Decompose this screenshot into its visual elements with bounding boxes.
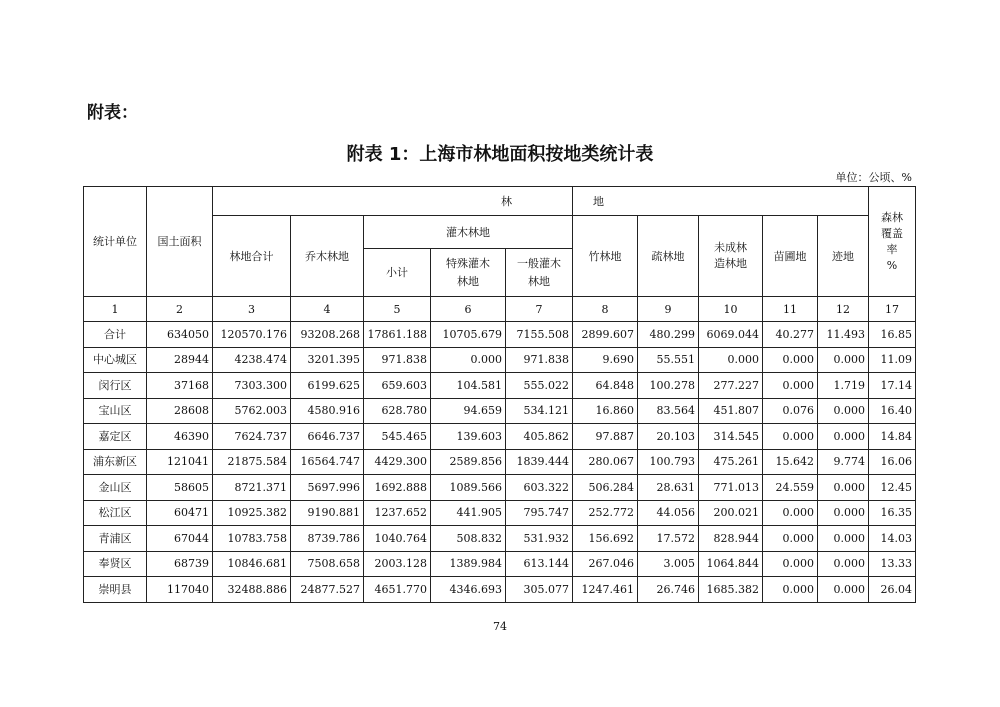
table-cell: 9190.881 — [291, 500, 364, 526]
table-cell: 15.642 — [763, 449, 818, 475]
table-cell: 277.227 — [699, 373, 763, 399]
table-cell: 971.838 — [364, 347, 431, 373]
table-cell: 0.000 — [818, 500, 869, 526]
forest-area-table — [83, 186, 916, 603]
table-cell: 100.278 — [638, 373, 699, 399]
header-shrub-subtotal: 小计 — [364, 249, 431, 297]
table-cell: 771.013 — [699, 475, 763, 501]
row-label: 松江区 — [84, 500, 147, 526]
header-land-area: 国土面积 — [147, 187, 213, 297]
table-cell: 40.277 — [763, 322, 818, 348]
table-cell: 1839.444 — [506, 449, 573, 475]
table-cell: 200.021 — [699, 500, 763, 526]
header-coverage-unit: % — [886, 258, 898, 272]
table-cell: 93208.268 — [291, 322, 364, 348]
table-cell: 531.932 — [506, 526, 573, 552]
table-cell: 1685.382 — [699, 577, 763, 603]
table-cell: 5762.003 — [213, 398, 291, 424]
table-cell: 545.465 — [364, 424, 431, 450]
table-cell: 26.04 — [869, 577, 916, 603]
table-cell: 26.746 — [638, 577, 699, 603]
table-cell: 8721.371 — [213, 475, 291, 501]
column-index-cell: 9 — [638, 297, 699, 322]
table-cell: 16.860 — [573, 398, 638, 424]
table-body — [84, 297, 916, 603]
column-index-cell: 7 — [506, 297, 573, 322]
table-cell: 10846.681 — [213, 551, 291, 577]
table-cell: 14.03 — [869, 526, 916, 552]
column-index-cell: 2 — [147, 297, 213, 322]
table-cell: 6069.044 — [699, 322, 763, 348]
table-cell: 634050 — [147, 322, 213, 348]
table-cell: 0.000 — [699, 347, 763, 373]
table-cell: 1040.764 — [364, 526, 431, 552]
table-cell: 613.144 — [506, 551, 573, 577]
row-label: 合计 — [84, 322, 147, 348]
header-bamboo: 竹林地 — [573, 216, 638, 297]
row-label: 闵行区 — [84, 373, 147, 399]
table-cell: 9.774 — [818, 449, 869, 475]
table-cell: 0.000 — [763, 424, 818, 450]
table-cell: 97.887 — [573, 424, 638, 450]
table-cell: 9.690 — [573, 347, 638, 373]
table-cell: 10925.382 — [213, 500, 291, 526]
table-cell: 4238.474 — [213, 347, 291, 373]
table-cell: 139.603 — [431, 424, 506, 450]
table-cell: 451.807 — [699, 398, 763, 424]
table-cell: 6646.737 — [291, 424, 364, 450]
table-cell: 17.14 — [869, 373, 916, 399]
table-cell: 7303.300 — [213, 373, 291, 399]
table-cell: 94.659 — [431, 398, 506, 424]
table-cell: 6199.625 — [291, 373, 364, 399]
header-unformed — [699, 216, 763, 297]
table-cell: 795.747 — [506, 500, 573, 526]
table-row — [84, 449, 916, 475]
row-label: 中心城区 — [84, 347, 147, 373]
table-row — [84, 577, 916, 603]
header-arbor: 乔木林地 — [291, 216, 364, 297]
table-cell: 508.832 — [431, 526, 506, 552]
table-cell: 405.862 — [506, 424, 573, 450]
table-cell: 0.000 — [818, 526, 869, 552]
table-cell: 0.000 — [763, 577, 818, 603]
table-cell: 16.35 — [869, 500, 916, 526]
header-shrub-special — [431, 249, 506, 297]
table-title: 附表 1：上海市林地面积按地类统计表 — [346, 144, 654, 165]
header-trace: 迹地 — [818, 216, 869, 297]
table-cell: 2589.856 — [431, 449, 506, 475]
table-cell: 16.40 — [869, 398, 916, 424]
table-cell: 280.067 — [573, 449, 638, 475]
table-cell: 828.944 — [699, 526, 763, 552]
table-cell: 16564.747 — [291, 449, 364, 475]
table-cell: 4429.300 — [364, 449, 431, 475]
column-index-row — [84, 297, 916, 322]
table-cell: 1237.652 — [364, 500, 431, 526]
table-cell: 16.06 — [869, 449, 916, 475]
table-cell: 0.000 — [818, 551, 869, 577]
table-cell: 314.545 — [699, 424, 763, 450]
table-cell: 4346.693 — [431, 577, 506, 603]
table-cell: 659.603 — [364, 373, 431, 399]
header-shrub-special-label: 特殊灌木林地 — [446, 256, 490, 288]
table-cell: 1064.844 — [699, 551, 763, 577]
column-index-cell: 4 — [291, 297, 364, 322]
row-label: 奉贤区 — [84, 551, 147, 577]
table-cell: 17.572 — [638, 526, 699, 552]
row-label: 崇明县 — [84, 577, 147, 603]
table-cell: 0.000 — [763, 347, 818, 373]
table-cell: 0.000 — [818, 424, 869, 450]
table-cell: 7155.508 — [506, 322, 573, 348]
table-cell: 46390 — [147, 424, 213, 450]
header-nursery: 苗圃地 — [763, 216, 818, 297]
table-cell: 117040 — [147, 577, 213, 603]
table-cell: 14.84 — [869, 424, 916, 450]
table-cell: 83.564 — [638, 398, 699, 424]
table-cell: 28.631 — [638, 475, 699, 501]
column-index-cell: 12 — [818, 297, 869, 322]
table-cell: 100.793 — [638, 449, 699, 475]
table-cell: 628.780 — [364, 398, 431, 424]
table-cell: 68739 — [147, 551, 213, 577]
column-index-cell: 6 — [431, 297, 506, 322]
unit-label: 单位：公顷、% — [835, 171, 912, 184]
table-row — [84, 373, 916, 399]
header-forest-total: 林地合计 — [213, 216, 291, 297]
table-cell: 5697.996 — [291, 475, 364, 501]
table-cell: 0.000 — [431, 347, 506, 373]
table-cell: 603.322 — [506, 475, 573, 501]
column-index-cell: 17 — [869, 297, 916, 322]
table-cell: 480.299 — [638, 322, 699, 348]
table-row — [84, 475, 916, 501]
table-cell: 37168 — [147, 373, 213, 399]
table-cell: 475.261 — [699, 449, 763, 475]
table-cell: 1.719 — [818, 373, 869, 399]
table-cell: 58605 — [147, 475, 213, 501]
header-unformed-label: 未成林造林地 — [714, 241, 747, 270]
table-row — [84, 551, 916, 577]
header-forest-right: 地 — [573, 187, 869, 216]
header-coverage-label: 森林覆盖率 — [881, 210, 903, 256]
column-index-cell: 8 — [573, 297, 638, 322]
table-cell: 17861.188 — [364, 322, 431, 348]
table-cell: 24877.527 — [291, 577, 364, 603]
section-label: 附表： — [87, 103, 138, 123]
table-cell: 0.000 — [818, 398, 869, 424]
table-cell: 28608 — [147, 398, 213, 424]
table-cell: 305.077 — [506, 577, 573, 603]
table-cell: 121041 — [147, 449, 213, 475]
row-label: 宝山区 — [84, 398, 147, 424]
table-cell: 1692.888 — [364, 475, 431, 501]
table-cell: 60471 — [147, 500, 213, 526]
page-number: 74 — [493, 620, 507, 633]
table-row — [84, 526, 916, 552]
table-cell: 0.000 — [763, 500, 818, 526]
table-cell: 2899.607 — [573, 322, 638, 348]
table-cell: 64.848 — [573, 373, 638, 399]
column-index-cell: 11 — [763, 297, 818, 322]
row-label: 嘉定区 — [84, 424, 147, 450]
table-cell: 0.000 — [818, 475, 869, 501]
table-cell: 12.45 — [869, 475, 916, 501]
header-forest-left: 林 — [213, 187, 573, 216]
table-cell: 1389.984 — [431, 551, 506, 577]
header-unit: 统计单位 — [84, 187, 147, 297]
table-cell: 267.046 — [573, 551, 638, 577]
table-row — [84, 322, 916, 348]
row-label: 青浦区 — [84, 526, 147, 552]
header-shrub-general-label: 一般灌木林地 — [517, 256, 561, 288]
table-row — [84, 398, 916, 424]
table-cell: 971.838 — [506, 347, 573, 373]
table-cell: 534.121 — [506, 398, 573, 424]
table-cell: 1089.566 — [431, 475, 506, 501]
table-cell: 0.000 — [818, 577, 869, 603]
table-cell: 104.581 — [431, 373, 506, 399]
column-index-cell: 3 — [213, 297, 291, 322]
table-cell: 24.559 — [763, 475, 818, 501]
table-cell: 3.005 — [638, 551, 699, 577]
table-cell: 506.284 — [573, 475, 638, 501]
table-cell: 0.000 — [763, 551, 818, 577]
table-cell: 8739.786 — [291, 526, 364, 552]
table-cell: 20.103 — [638, 424, 699, 450]
table-row — [84, 424, 916, 450]
table-cell: 3201.395 — [291, 347, 364, 373]
table-cell: 11.09 — [869, 347, 916, 373]
table-cell: 16.85 — [869, 322, 916, 348]
table-cell: 4651.770 — [364, 577, 431, 603]
table-cell: 120570.176 — [213, 322, 291, 348]
table-cell: 0.000 — [763, 373, 818, 399]
table-cell: 7508.658 — [291, 551, 364, 577]
table-cell: 55.551 — [638, 347, 699, 373]
table-cell: 1247.461 — [573, 577, 638, 603]
table-row — [84, 347, 916, 373]
table-cell: 28944 — [147, 347, 213, 373]
column-index-cell: 10 — [699, 297, 763, 322]
table-cell: 21875.584 — [213, 449, 291, 475]
header-row-1 — [84, 187, 916, 216]
column-index-cell: 5 — [364, 297, 431, 322]
table-row — [84, 500, 916, 526]
table-cell: 0.076 — [763, 398, 818, 424]
table-cell: 0.000 — [763, 526, 818, 552]
table-cell: 10705.679 — [431, 322, 506, 348]
table-cell: 7624.737 — [213, 424, 291, 450]
table-cell: 13.33 — [869, 551, 916, 577]
table-cell: 4580.916 — [291, 398, 364, 424]
table-cell: 252.772 — [573, 500, 638, 526]
table-cell: 44.056 — [638, 500, 699, 526]
header-shrub: 灌木林地 — [364, 216, 573, 249]
table-cell: 11.493 — [818, 322, 869, 348]
header-sparse: 疏林地 — [638, 216, 699, 297]
header-shrub-general — [506, 249, 573, 297]
table-cell: 67044 — [147, 526, 213, 552]
table-cell: 156.692 — [573, 526, 638, 552]
row-label: 浦东新区 — [84, 449, 147, 475]
row-label: 金山区 — [84, 475, 147, 501]
table-cell: 10783.758 — [213, 526, 291, 552]
table-cell: 0.000 — [818, 347, 869, 373]
table-cell: 32488.886 — [213, 577, 291, 603]
header-coverage — [869, 187, 916, 297]
column-index-cell: 1 — [84, 297, 147, 322]
table-cell: 2003.128 — [364, 551, 431, 577]
table-cell: 555.022 — [506, 373, 573, 399]
table-cell: 441.905 — [431, 500, 506, 526]
